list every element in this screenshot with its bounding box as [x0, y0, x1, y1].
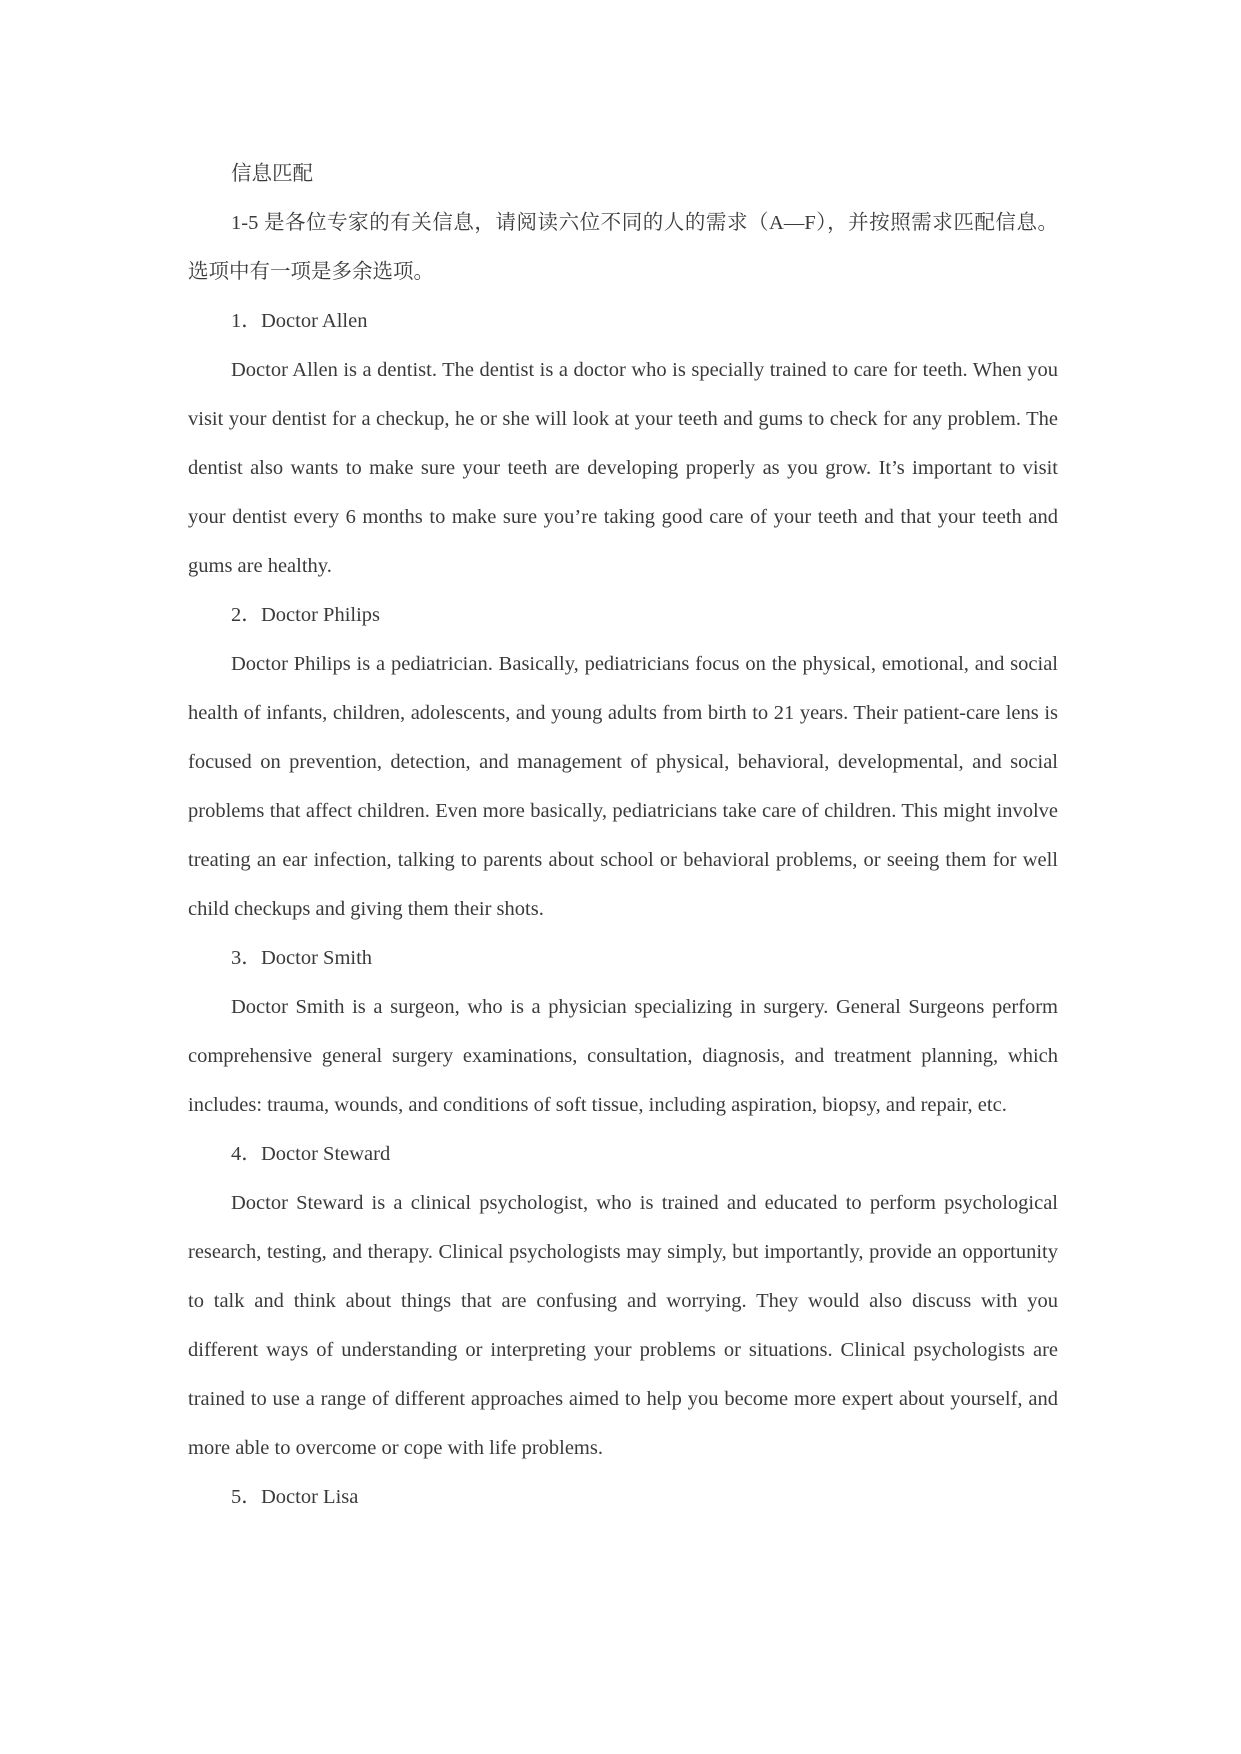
- doctor-name: Doctor Philips: [261, 604, 381, 626]
- instructions-paragraph: 1-5 是各位专家的有关信息，请阅读六位不同的人的需求（A—F），并按照需求匹配信息。选项中有一项是多余选项。: [188, 212, 1058, 283]
- doctor-name: Doctor Allen: [261, 310, 368, 332]
- doctor-description-smith: Doctor Smith is a surgeon, who is a physician specializing in surgery. General Surgeons perform comprehensive general surgery examinations, consultation, diagnosis, and treatment planning, which includes: trauma, wounds, and conditions of soft tissue, including aspiration, biopsy, and repair, etc.: [188, 996, 1058, 1116]
- doctor-number: 5．: [231, 1486, 262, 1508]
- doctor-heading-lisa: [188, 1473, 1058, 1522]
- doctor-number: 4．: [231, 1143, 262, 1165]
- doctor-heading-steward: [188, 1130, 1058, 1179]
- doctor-heading-smith: [188, 934, 1058, 983]
- doctor-heading-philips: [188, 591, 1058, 640]
- doctor-name: Doctor Smith: [261, 947, 373, 969]
- doctor-name: Doctor Lisa: [261, 1486, 359, 1508]
- doctor-description-allen: Doctor Allen is a dentist. The dentist is a doctor who is specially trained to care for teeth. When you visit your dentist for a checkup, he or she will look at your teeth and gums to check for any problem. The dentist also wants to make sure your teeth are developing properly as you grow. It’s important to visit your dentist every 6 months to make sure you’re taking good care of your teeth and that your teeth and gums are healthy.: [188, 359, 1058, 577]
- document-page: [188, 150, 1058, 1522]
- doctor-description-philips: Doctor Philips is a pediatrician. Basically, pediatricians focus on the physical, emotional, and social health of infants, children, adolescents, and young adults from birth to 21 years. Their patient-care lens is focused on prevention, detection, and management of physical, behavioral, developmental, and social problems that affect children. Even more basically, pediatricians take care of children. This might involve treating an ear infection, talking to parents about school or behavioral problems, or seeing them for well child checkups and giving them their shots.: [188, 653, 1058, 920]
- doctor-number: 1．: [231, 310, 262, 332]
- doctor-description-steward: Doctor Steward is a clinical psychologist, who is trained and educated to perform psychological research, testing, and therapy. Clinical psychologists may simply, but importantly, provide an opportunity to talk and think about things that are confusing and worrying. They would also discuss with you different ways of understanding or interpreting your problems or situations. Clinical psychologists are trained to use a range of different approaches aimed to help you become more expert about yourself, and more able to overcome or cope with life problems.: [188, 1192, 1058, 1459]
- doctor-name: Doctor Steward: [261, 1143, 391, 1165]
- doctor-heading-allen: [188, 297, 1058, 346]
- section-title: 信息匹配: [231, 163, 313, 185]
- doctor-number: 2．: [231, 604, 262, 626]
- doctor-number: 3．: [231, 947, 262, 969]
